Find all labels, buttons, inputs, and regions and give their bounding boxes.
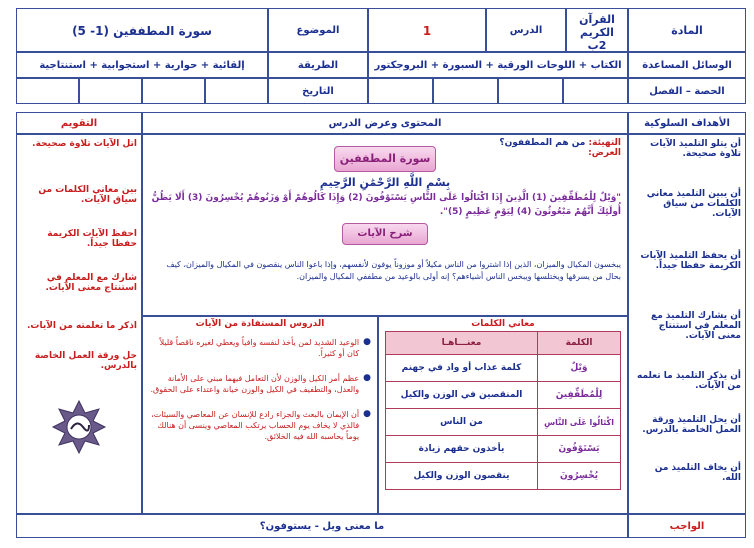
date-slot-3 [79,78,142,104]
vocab-word: يُخْسِرُونَ [538,463,621,490]
objective-item: أن يشارك التلميذ مع المعلم في استنتاج معنى الآيات. [651,311,741,341]
vocab-box [378,316,628,514]
basmala: بِسْمِ اللَّهِ الرَّحْمَٰنِ الرَّحِيمِ [319,176,451,189]
evaluation-header-text: التقويم [60,118,98,129]
period-slot-2 [498,78,563,104]
date-label-cell [268,78,368,104]
vocab-word: يَسْتَوْفُونَ [538,436,621,463]
evaluation-item: اذكر ما تعلمته من الآيات. [27,321,137,331]
lessons-title: الدروس المستفادة من الآيات [195,319,325,329]
homework-label: الواجب [669,521,705,532]
objectives-header [628,112,746,134]
period-slot-4 [368,78,433,104]
vocab-meaning: المنقصين في الوزن والكيل [386,382,538,409]
lesson-value-cell [368,8,486,52]
vocab-row [386,382,621,409]
period-slot-1 [563,78,628,104]
presentation-label: العرض: [588,148,621,158]
vocab-meaning: كلمة عذاب أو واد في جهنم [386,355,538,382]
topic-label: الموضوع [296,25,340,36]
topic-label-cell [268,8,368,52]
vocab-head-word: الكلمة [538,332,621,355]
method-label: الطريقة [297,60,339,71]
content-header-text: المحتوى وعرض الدرس [328,118,442,129]
lesson-item-text: عظم أمر الكيل والوزن لأن التعامل فيهما مبني على الأمانة والعدل، والتطفيف في الكيل والوزن خيانة واعتداء على الحقوق. [150,374,360,394]
surah-title-banner [334,146,436,172]
date-slot-2 [142,78,205,104]
lesson-item [149,409,371,442]
aids-label: الوسائل المساعدة [642,60,732,71]
date-slot-4 [16,78,79,104]
date-slot-1 [205,78,268,104]
subject-label-cell [628,8,746,52]
vocab-head-meaning: معنـــاهـا [386,332,538,355]
content-column [142,134,628,316]
vocab-meaning: ينقصون الوزن والكيل [386,463,538,490]
objective-item: أن يتلو التلميذ الآيات تلاوة صحيحة. [650,139,741,159]
aids-label-cell [628,52,746,78]
vocab-row [386,463,621,490]
explanation-title: شرح الآيات [357,228,413,239]
evaluation-item: احفظ الآيات الكريمة حفظا جيداً. [47,229,137,249]
bullet-icon: ● [363,373,371,383]
objective-item: أن يحل التلميذ ورقة العمل الخاصة بالدرس. [642,415,741,435]
vocab-title: معاني الكلمات [471,319,535,329]
objective-item: أن يذكر التلميذ ما تعلمه من الآيات. [636,371,741,391]
lesson-label-cell [486,8,566,52]
vocab-header-row [386,332,621,355]
lessons-box [142,316,378,514]
lesson-item-text: الوعيد الشديد لمن يأخذ لنفسه وافياً ويعطي لغيره ناقصاً قليلاً كان أو كثيراً. [159,338,360,358]
homework-text-cell [16,514,628,538]
calligraphy-emblem [51,399,107,455]
verses-text: "وَيْلٌ لِلْمُطَفِّفِينَ (1) الَّذِينَ إِذَا اكْتَالُوا عَلَى النَّاسِ يَسْتَوْفُونَ (2) وَإِذَا كَالُوهُمْ أَوْ وَزَنُوهُمْ يُخْسِرُونَ (3) أَلَا يَظُنُّ أُولَئِكَ أَنَّهُمْ مَبْعُوثُونَ (4) لِيَوْمٍ عَظِيمٍ (5)". [151,193,621,217]
evaluation-item: اتل الآيات تلاوة صحيحة. [32,139,137,149]
objectives-column [628,134,746,514]
lesson-item [149,337,371,359]
subject-value: القرآن الكريم [579,13,615,39]
objective-item: أن يحفظ التلميذ الآيات الكريمة حفظا جيداً. [640,251,741,271]
vocab-table [385,331,621,490]
subject-grade: 2ب [587,39,607,52]
vocab-word: اكْتَالُوا عَلَى النَّاسِ [538,409,621,436]
method-value-cell [16,52,268,78]
bullet-icon: ● [363,409,371,419]
evaluation-item: شارك مع المعلم في استنتاج معنى الآيات. [45,273,137,293]
homework-text: ما معنى ويل - يستوفون؟ [259,521,385,532]
evaluation-header [16,112,142,134]
period-slot-3 [433,78,498,104]
evaluation-column [16,134,142,514]
explanation-title-banner [342,223,428,245]
period-label: الحصة – الفصل [649,86,725,97]
evaluation-item: حل ورقة العمل الخاصة بالدرس. [34,351,137,371]
vocab-row [386,436,621,463]
vocab-row [386,409,621,436]
vocab-meaning: يأخذون حقهم زيادة [386,436,538,463]
subject-value-cell [566,8,628,52]
date-label: التاريخ [302,86,334,97]
intro-label: التهيئة: [588,138,621,148]
aids-value-cell [368,52,628,78]
emblem-icon [51,399,107,455]
period-label-cell [628,78,746,104]
vocab-word: وَيْلٌ [538,355,621,382]
subject-label: المادة [671,24,703,37]
homework-label-cell [628,514,746,538]
objective-item: أن يخاف التلميذ من الله. [654,463,741,483]
objective-item: أن يبين التلميذ معاني الكلمات من سياق الآيات. [646,189,741,219]
objectives-header-text: الأهداف السلوكية [644,118,730,129]
topic-value: سورة المطففين (1- 5) [72,24,212,38]
evaluation-item: بين معاني الكلمات من سياق الآيات. [38,185,137,205]
lesson-number: 1 [422,24,432,38]
vocab-word: لِلْمُطَفِّفِينَ [538,382,621,409]
lesson-label: الدرس [509,25,543,36]
bullet-icon: ● [363,337,371,347]
explanation-text: يبخسون المكيال والميزان، الذين إذا اشتروا من الناس مكيلاً أو موزوناً يوفون لأنفسهم، وإذا باعوا الناس ينقصون في المكيال والميزان، كيف بحال من يسرقها ويختلسها ويبخس الناس أشياءهم؟ إنه أولى بالوعيد من مطففي المكيال والميزان. [166,260,621,281]
vocab-meaning: من الناس [386,409,538,436]
aids-value: الكتاب + اللوحات الورقية + السبورة + البروجكتور [374,60,622,71]
topic-value-cell [16,8,268,52]
surah-title: سورة المطففين [339,152,431,165]
method-value: إلقائية + حوارية + استجوابية + استنتاجية [39,60,245,71]
method-label-cell [268,52,368,78]
intro-text: من هم المطففون؟ [499,138,586,148]
lesson-item [149,373,371,395]
vocab-row [386,355,621,382]
content-header [142,112,628,134]
lesson-item-text: أن الإيمان بالبعث والجزاء رادع للإنسان عن المعاصي والسيئات، فالذي لا يخاف يوم الحساب يرتكب المعاصي وينسى أن هنالك يوماً يحاسبه الله فيه الخلائق. [151,410,360,441]
